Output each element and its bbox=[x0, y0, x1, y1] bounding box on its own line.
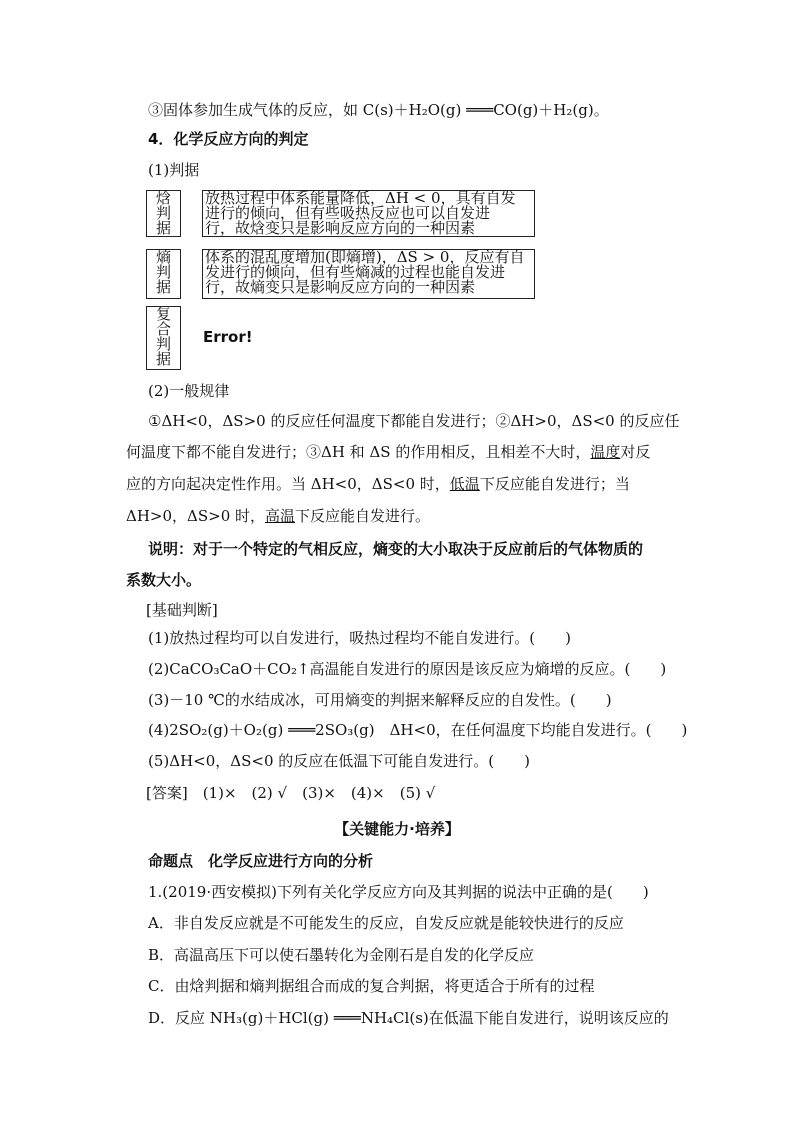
option-a: A．非自发反应就是不可能发生的反应，自发反应就是能较快进行的反应 bbox=[148, 914, 624, 932]
note-line: 系数大小。 bbox=[126, 571, 202, 589]
criterion-tag-combined: 复 合 判 据 bbox=[146, 306, 181, 370]
paragraph-line: ΔH>0，ΔS>0 时，高温下反应能自发进行。 bbox=[126, 507, 431, 525]
section-title: 【关键能力·培养】 bbox=[334, 820, 460, 838]
text-line: (2)一般规律 bbox=[148, 382, 230, 400]
question-item: (1)放热过程均可以自发进行，吸热过程均不能自发进行。( ) bbox=[148, 629, 571, 647]
answer-line: [答案] (1)× (2) √ (3)× (4)× (5) √ bbox=[146, 784, 436, 802]
topic-heading: 命题点 化学反应进行方向的分析 bbox=[148, 852, 374, 870]
question-item: (2)CaCO₃CaO＋CO₂↑高温能自发进行的原因是该反应为熵增的反应。( ) bbox=[148, 660, 667, 678]
note-line: 说明：对于一个特定的气相反应，熵变的大小取决于反应前后的气体物质的 bbox=[148, 540, 644, 558]
criterion-tag-enthalpy: 焓 判 据 bbox=[146, 190, 181, 237]
paragraph-line: 应的方向起决定性作用。当 ΔH<0，ΔS<0 时，低温下反应能自发进行；当 bbox=[126, 475, 630, 493]
option-c: C．由焓判据和熵判据组合而成的复合判据，将更适合于所有的过程 bbox=[148, 977, 595, 995]
question-item: (5)ΔH<0，ΔS<0 的反应在低温下可能自发进行。( ) bbox=[148, 752, 530, 770]
basic-judgment-title: [基础判断] bbox=[146, 601, 218, 619]
criterion-text-combined: Error! bbox=[203, 328, 253, 346]
exercise-stem: 1.(2019·西安模拟)下列有关化学反应方向及其判据的说法中正确的是( ) bbox=[148, 883, 649, 901]
criterion-text-entropy: 体系的混乱度增加(即熵增)，ΔS > 0，反应有自 发进行的倾向，但有些熵减的过程也能自发进 行，故熵变只是影响反应方向的一种因素 bbox=[202, 249, 535, 299]
criterion-text-enthalpy: 放热过程中体系能量降低，ΔH < 0，具有自发 进行的倾向，但有些吸热反应也可以自发进 行，故焓变只是影响反应方向的一种因素 bbox=[202, 190, 535, 237]
paragraph-line: ①ΔH<0，ΔS>0 的反应任何温度下都能自发进行；②ΔH>0，ΔS<0 的反应任 bbox=[148, 412, 680, 430]
question-item: (4)2SO₂(g)＋O₂(g) ═══2SO₃(g) ΔH<0，在任何温度下均能自发进行。( ) bbox=[148, 721, 688, 739]
option-d: D．反应 NH₃(g)＋HCl(g) ═══NH₄Cl(s)在低温下能自发进行，说明该反应的 bbox=[148, 1009, 669, 1027]
text-line: (1)判据 bbox=[148, 161, 200, 179]
option-b: B．高温高压下可以使石墨转化为金刚石是自发的化学反应 bbox=[148, 946, 535, 964]
section-heading: 4．化学反应方向的判定 bbox=[148, 130, 309, 148]
text-line: ③固体参加生成气体的反应，如 C(s)＋H₂O(g) ═══CO(g)＋H₂(g)。 bbox=[148, 101, 609, 119]
question-item: (3)－10 ℃的水结成冰，可用熵变的判据来解释反应的自发性。( ) bbox=[148, 691, 612, 709]
criterion-tag-entropy: 熵 判 据 bbox=[146, 249, 181, 299]
paragraph-line: 何温度下都不能自发进行；③ΔH 和 ΔS 的作用相反，且相差不大时，温度对反 bbox=[126, 443, 651, 461]
